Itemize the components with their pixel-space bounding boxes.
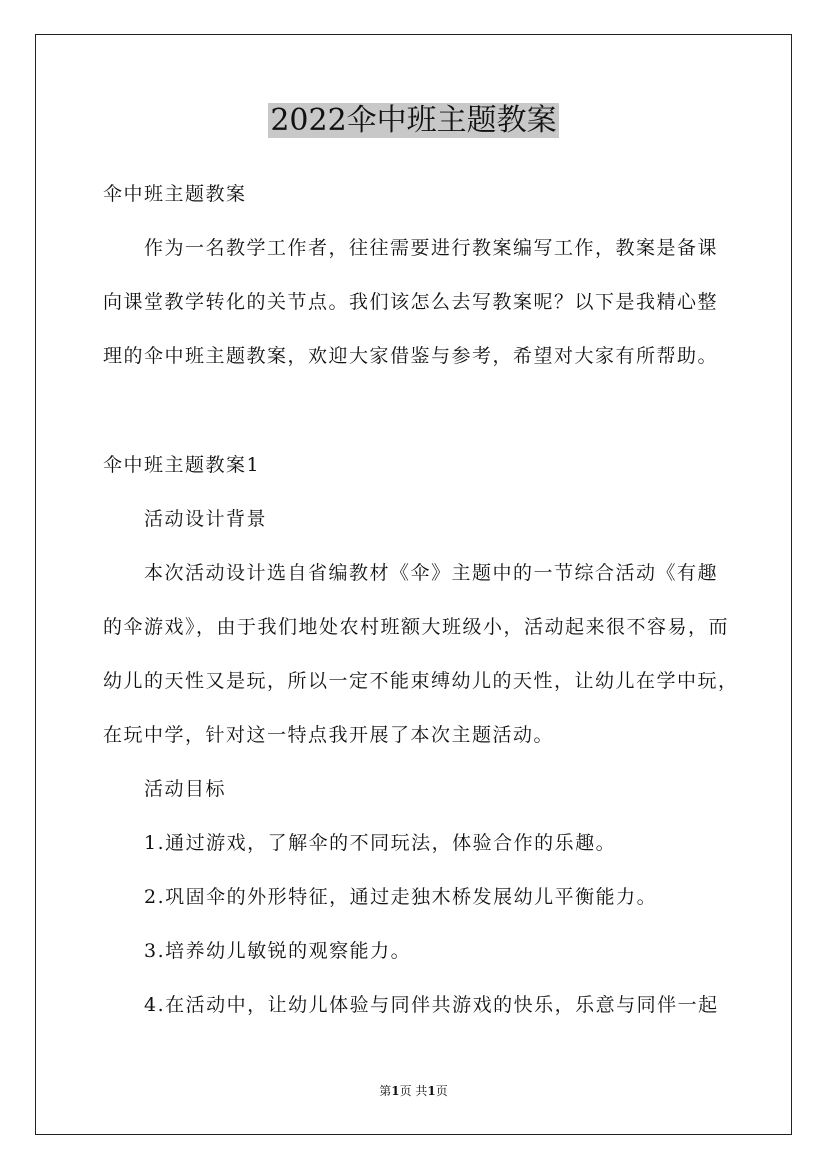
- background-line: 本次活动设计选自省编教材《伞》主题中的一节综合活动《有趣: [144, 562, 719, 584]
- goals-heading: 活动目标: [144, 778, 227, 800]
- intro-line: 向课堂教学转化的关节点。我们该怎么去写教案呢？以下是我精心整: [103, 291, 719, 313]
- goal-item: 2.巩固伞的外形特征，通过走独木桥发展幼儿平衡能力。: [144, 886, 658, 908]
- intro-line: 理的伞中班主题教案，欢迎大家借鉴与参考，希望对大家有所帮助。: [103, 345, 719, 367]
- background-line: 幼儿的天性又是玩，所以一定不能束缚幼儿的天性，让幼儿在学中玩，: [103, 670, 739, 692]
- background-heading: 活动设计背景: [144, 508, 268, 530]
- page-suffix: 页: [435, 1084, 448, 1098]
- background-line: 在玩中学，针对这一特点我开展了本次主题活动。: [103, 724, 555, 746]
- page-mid: 页 共: [399, 1084, 428, 1098]
- document-title-text: 2022伞中班主题教案: [270, 103, 557, 138]
- goal-item: 3.培养幼儿敏锐的观察能力。: [144, 940, 412, 962]
- document-title: [0, 101, 827, 141]
- section-heading: 伞中班主题教案1: [103, 454, 261, 476]
- page-current: 1: [391, 1084, 400, 1098]
- page-prefix: 第: [379, 1084, 392, 1098]
- goal-item: 4.在活动中，让幼儿体验与同伴共游戏的快乐，乐意与同伴一起: [144, 994, 719, 1016]
- page-total: 1: [427, 1084, 436, 1098]
- document-heading: 伞中班主题教案: [103, 183, 247, 205]
- intro-line: 作为一名教学工作者，往往需要进行教案编写工作，教案是备课: [144, 237, 719, 259]
- background-line: 的伞游戏》，由于我们地处农村班额大班级小，活动起来很不容易，而: [103, 616, 730, 638]
- goal-item: 1.通过游戏，了解伞的不同玩法，体验合作的乐趣。: [144, 832, 617, 854]
- page-footer: [0, 1082, 827, 1100]
